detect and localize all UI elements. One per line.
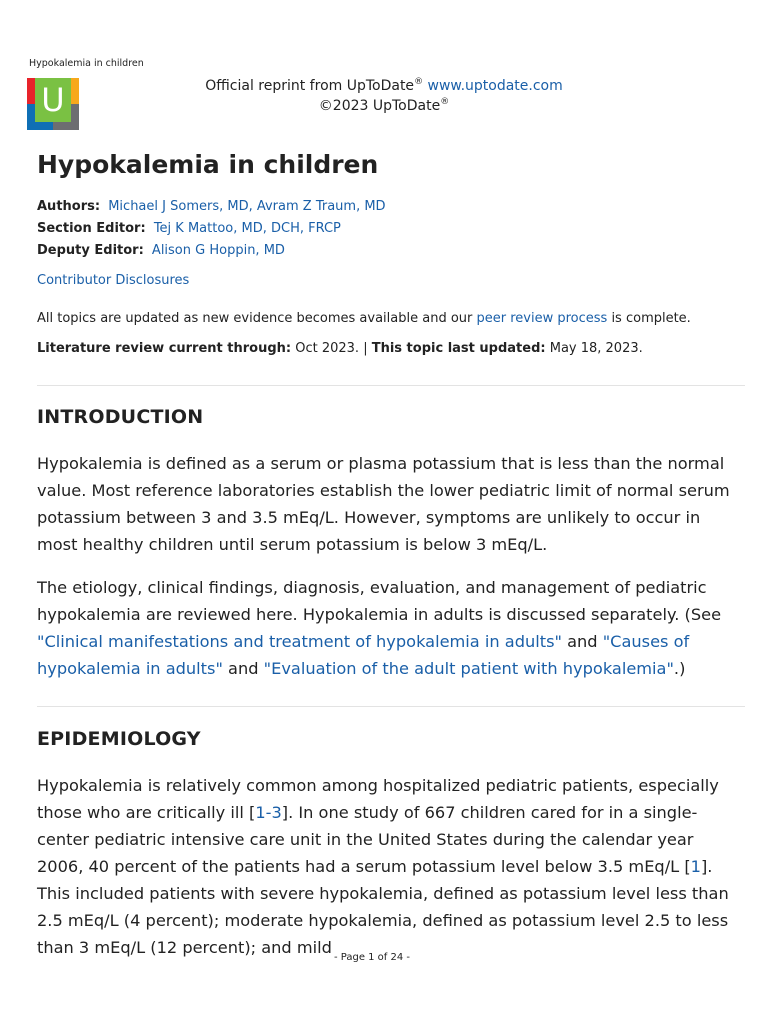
- contributor-disclosures-line: [37, 273, 189, 289]
- peer-review-link[interactable]: peer review process: [476, 311, 608, 326]
- reference-link-1[interactable]: 1: [690, 857, 701, 876]
- registered-mark-2: ®: [440, 97, 450, 107]
- topic-link-hypokalemia-adults-treatment[interactable]: "Clinical manifestations and treatment of hypokalemia in adults": [37, 632, 562, 651]
- introduction-paragraph-1: Hypokalemia is defined as a serum or plasma potassium that is less than the normal value. Most reference laboratories establish the lower pediatric limit of normal serum potassium between 3 and 3.5 mEq/L. However, symptoms are unlikely to occur in most healthy children until serum potassium is below 3 mEq/L.: [37, 454, 730, 554]
- intro-p2-and-2: and: [222, 659, 264, 678]
- running-header: Hypokalemia in children: [29, 58, 144, 69]
- copyright-text: ©2023 UpToDate: [318, 98, 441, 114]
- author-link-somers[interactable]: Michael J Somers, MD: [108, 199, 249, 214]
- divider-2: [37, 706, 745, 707]
- epi-text-c: ]. This included patients with severe hypokalemia, defined as potassium level less than 2.5 mEq/L (4 percent); moderate hypokalemia, defined as potassium level 2.5 to less than 3 mEq/L (12 percent); and mild: [37, 857, 729, 957]
- contributor-disclosures-link[interactable]: Contributor Disclosures: [37, 273, 190, 288]
- intro-p2-and-1: and: [561, 632, 603, 651]
- deputy-editor-line: [37, 243, 285, 259]
- last-updated-value: May 18, 2023.: [545, 341, 643, 356]
- topic-link-evaluation-adult-hypokalemia[interactable]: "Evaluation of the adult patient with hypokalemia": [263, 659, 674, 678]
- authors-label: Authors:: [37, 199, 101, 214]
- divider: [37, 385, 745, 386]
- logo-letter: U: [41, 81, 65, 119]
- epidemiology-heading: EPIDEMIOLOGY: [37, 728, 201, 750]
- lit-review-label: Literature review current through:: [37, 341, 292, 356]
- uptodate-site-link[interactable]: www.uptodate.com: [427, 78, 563, 94]
- lit-review-value: Oct 2023. |: [291, 341, 372, 356]
- introduction-heading: INTRODUCTION: [37, 406, 204, 428]
- registered-mark: ®: [414, 77, 424, 87]
- page-title: Hypokalemia in children: [37, 150, 379, 179]
- topic-link-causes-hypokalemia-adults[interactable]: "Causes of hypokalemia in adults": [37, 632, 690, 678]
- epi-text-b: ]. In one study of 667 children cared for in a single-center pediatric intensive care unit in the United States during the calendar year 2006, 40 percent of the patients had a serum potassium level below 3.5 mEq/L [: [37, 803, 698, 876]
- reference-link-1-3[interactable]: 1-3: [255, 803, 282, 822]
- page-number: - Page 1 of 24 -: [333, 952, 411, 963]
- author-link-traum[interactable]: Avram Z Traum, MD: [256, 199, 386, 214]
- section-editor-label: Section Editor:: [37, 221, 146, 236]
- deputy-editor-label: Deputy Editor:: [37, 243, 144, 258]
- copyright-notice: [0, 97, 768, 114]
- introduction-paragraph-2: [37, 574, 743, 682]
- last-updated-label: This topic last updated:: [371, 341, 546, 356]
- review-dates: [37, 341, 643, 356]
- author-separator: ,: [248, 199, 257, 214]
- update-note-end: is complete.: [607, 311, 691, 326]
- section-editor-link[interactable]: Tej K Mattoo, MD, DCH, FRCP: [153, 221, 341, 236]
- update-note-text: All topics are updated as new evidence becomes available and our: [37, 311, 477, 326]
- intro-p2-text: The etiology, clinical findings, diagnosis, evaluation, and management of pediatric hypokalemia are reviewed here. Hypokalemia in adults is discussed separately. (See: [37, 578, 722, 624]
- section-editor-line: [37, 221, 341, 237]
- intro-p2-end: .): [673, 659, 686, 678]
- deputy-editor-link[interactable]: Alison G Hoppin, MD: [151, 243, 285, 258]
- update-note: [37, 311, 691, 326]
- authors-line: [37, 199, 386, 215]
- epi-text-a: Hypokalemia is relatively common among hospitalized pediatric patients, especially those who are critically ill [: [37, 776, 719, 822]
- reprint-text: Official reprint from UpToDate: [205, 78, 415, 94]
- epidemiology-paragraph: [37, 772, 743, 961]
- reprint-notice: [0, 77, 768, 94]
